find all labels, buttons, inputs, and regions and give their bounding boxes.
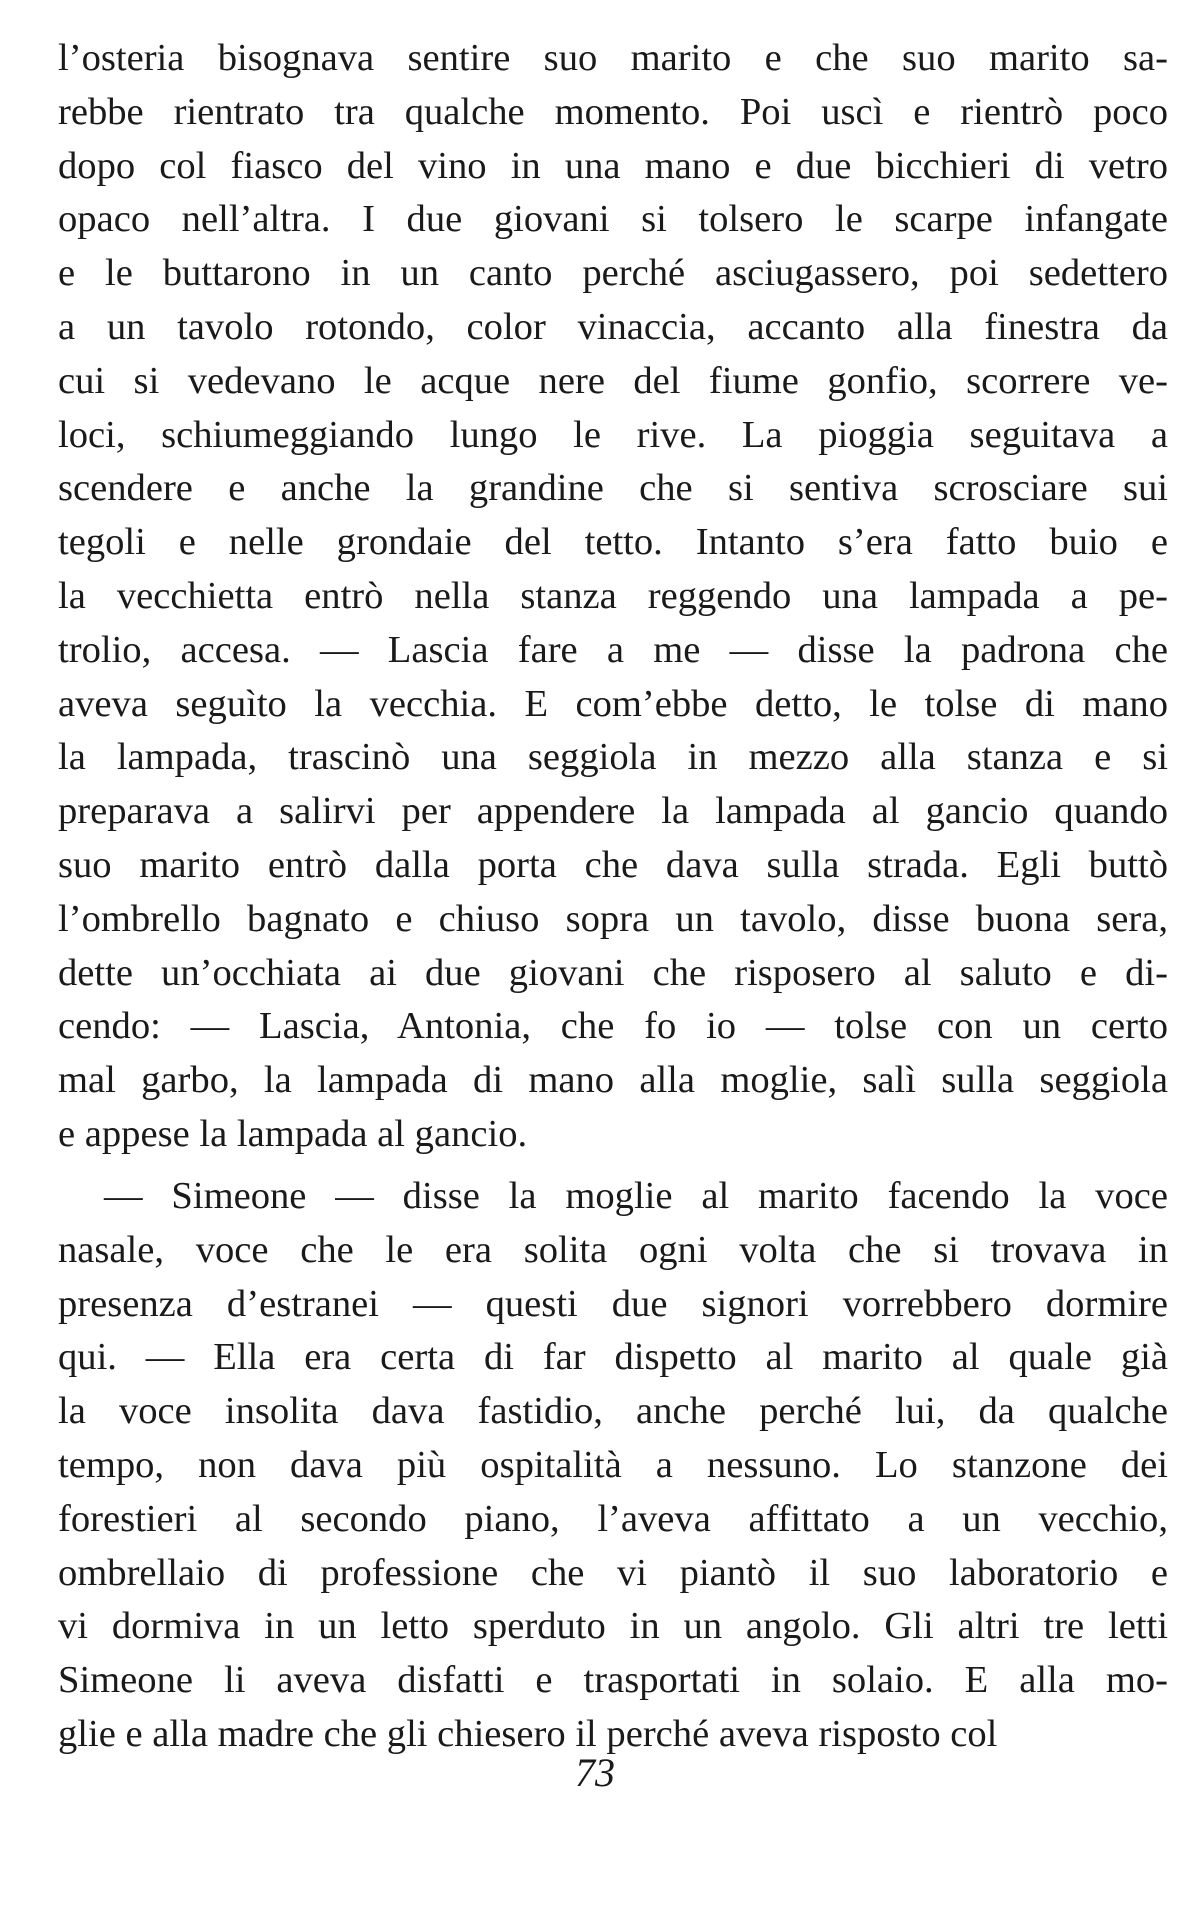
text-line: scendere e anche la grandine che si sentiva scrosciare sui (58, 467, 1168, 510)
paragraph-1 (58, 32, 1168, 1162)
text-line: e appese la lampada al gancio. (58, 1112, 528, 1155)
text-line: e le buttarono in un canto perché asciugassero, poi sedettero (58, 252, 1168, 295)
text-line: forestieri al secondo piano, l’aveva affittato a un vecchio, (58, 1497, 1168, 1540)
text-line: tegoli e nelle grondaie del tetto. Intanto s’era fatto buio e (58, 521, 1168, 564)
text-line: dette un’occhiata ai due giovani che risposero al saluto e di- (58, 951, 1168, 994)
text-line: preparava a salirvi per appendere la lampada al gancio quando (58, 790, 1168, 833)
text-line: ombrellaio di professione che vi piantò il suo laboratorio e (58, 1551, 1168, 1594)
text-line: la lampada, trascinò una seggiola in mezzo alla stanza e si (58, 736, 1168, 779)
text-line: opaco nell’altra. I due giovani si tolsero le scarpe infangate (58, 198, 1168, 241)
text-line: nasale, voce che le era solita ogni volta che si trovava in (58, 1228, 1168, 1271)
text-line: cui si vedevano le acque nere del fiume gonfio, scorrere ve- (58, 359, 1168, 402)
text-line: loci, schiumeggiando lungo le rive. La pioggia seguitava a (58, 413, 1168, 456)
text-line: la vecchietta entrò nella stanza reggendo una lampada a pe- (58, 574, 1168, 617)
page-number: 73 (575, 1750, 615, 1795)
text-line: Simeone li aveva disfatti e trasportati in solaio. E alla mo- (58, 1659, 1168, 1702)
text-line: a un tavolo rotondo, color vinaccia, accanto alla finestra da (58, 305, 1168, 348)
text-line: l’ombrello bagnato e chiuso sopra un tavolo, disse buona sera, (58, 897, 1168, 940)
text-line: presenza d’estranei — questi due signori vorrebbero dormire (58, 1282, 1168, 1325)
paragraph-2 (58, 1170, 1168, 1762)
text-line: trolio, accesa. — Lascia fare a me — disse la padrona che (58, 628, 1168, 671)
text-line: dopo col fiasco del vino in una mano e due bicchieri di vetro (58, 144, 1168, 187)
text-line: rebbe rientrato tra qualche momento. Poi uscì e rientrò poco (58, 90, 1168, 133)
text-line: aveva seguìto la vecchia. E com’ebbe detto, le tolse di mano (58, 682, 1168, 725)
text-line: tempo, non dava più ospitalità a nessuno. Lo stanzone dei (58, 1443, 1168, 1486)
text-line: l’osteria bisognava sentire suo marito e che suo marito sa- (58, 37, 1168, 79)
text-line: qui. — Ella era certa di far dispetto al marito al quale già (58, 1336, 1168, 1379)
text-line: vi dormiva in un letto sperduto in un angolo. Gli altri tre letti (58, 1605, 1168, 1648)
text-line: — Simeone — disse la moglie al marito facendo la voce (104, 1175, 1168, 1217)
text-line: suo marito entrò dalla porta che dava sulla strada. Egli buttò (58, 843, 1168, 886)
text-line: la voce insolita dava fastidio, anche perché lui, da qualche (58, 1390, 1168, 1433)
text-line: glie e alla madre che gli chiesero il perché aveva risposto col (58, 1712, 998, 1755)
text-line: cendo: — Lascia, Antonia, che fo io — tolse con un certo (58, 1005, 1168, 1048)
text-line: mal garbo, la lampada di mano alla moglie, salì sulla seggiola (58, 1059, 1168, 1102)
